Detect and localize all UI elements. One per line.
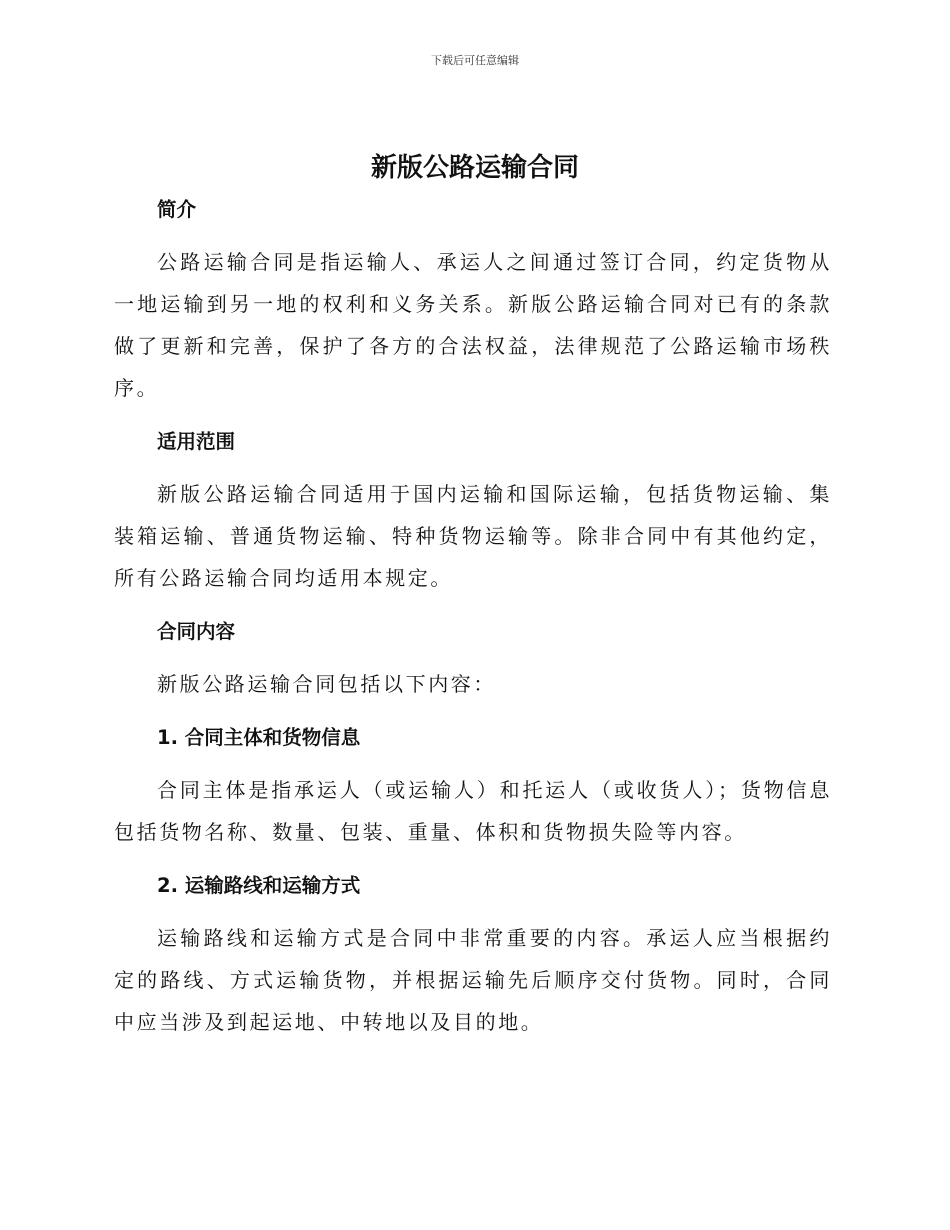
section-paragraph-scope: 新版公路运输合同适用于国内运输和国际运输，包括货物运输、集装箱运输、普通货物运输、特种货物运输等。除非合同中有其他约定，所有公路运输合同均适用本规定。	[114, 482, 832, 590]
document-title: 新版公路运输合同	[370, 153, 579, 183]
section-paragraph-parties-cargo: 合同主体是指承运人（或运输人）和托运人（或收货人）；货物信息包括货物名称、数量、包装、重量、体积和货物损失险等内容。	[114, 778, 832, 844]
section-paragraph-intro: 公路运输合同是指运输人、承运人之间通过签订合同，约定货物从一地运输到另一地的权利和义务关系。新版公路运输合同对已有的条款做了更新和完善，保护了各方的合法权益，法律规范了公路运输市场秩序。	[114, 250, 832, 400]
section-heading-intro: 简介	[157, 198, 197, 221]
section-paragraph-contents: 新版公路运输合同包括以下内容：	[157, 672, 496, 696]
section-paragraph-route-mode: 运输路线和运输方式是合同中非常重要的内容。承运人应当根据约定的路线、方式运输货物，并根据运输先后顺序交付货物。同时，合同中应当涉及到起运地、中转地以及目的地。	[114, 926, 832, 1034]
section-heading-parties-cargo: 1. 合同主体和货物信息	[157, 726, 361, 749]
running-header: 下载后可任意编辑	[431, 54, 519, 67]
section-heading-contents: 合同内容	[157, 620, 236, 643]
document-body	[114, 190, 832, 1043]
section-heading-route-mode: 2. 运输路线和运输方式	[157, 874, 361, 897]
section-heading-scope: 适用范围	[157, 430, 236, 453]
